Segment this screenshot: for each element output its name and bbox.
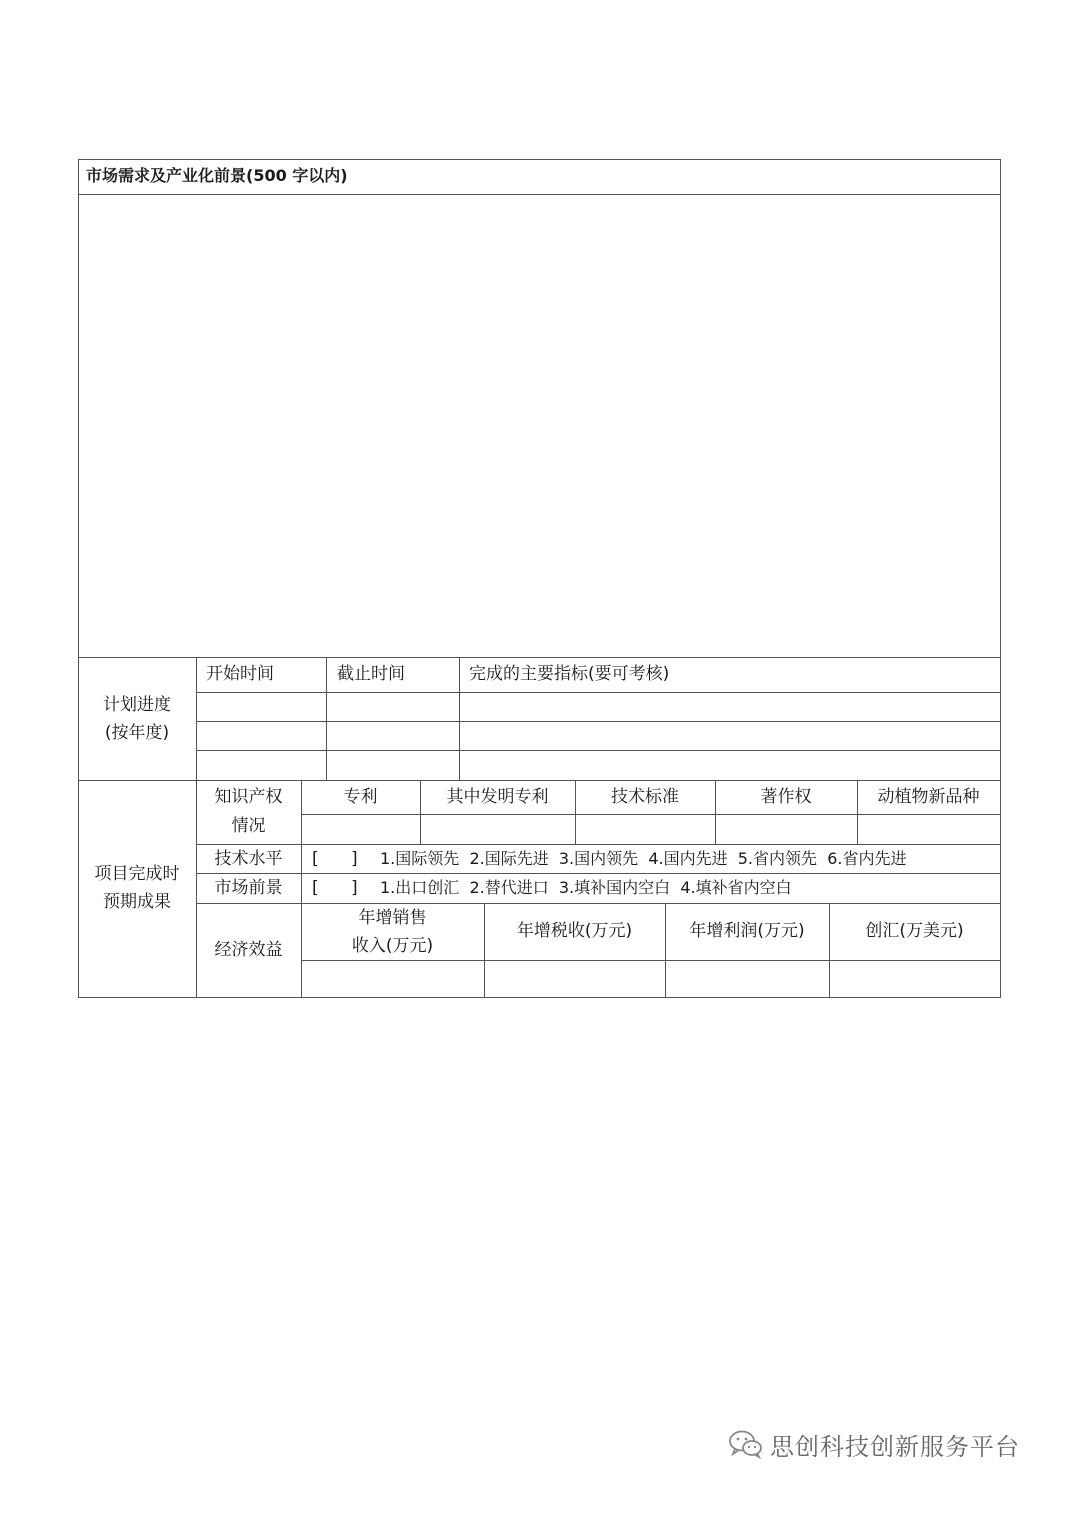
plan-start-cell-1[interactable]: [197, 693, 326, 721]
econ-forex-value[interactable]: [830, 961, 1000, 997]
plan-col-start: 开始时间: [206, 664, 274, 684]
econ-header-profit: 年增利润(万元): [689, 921, 805, 941]
economic-label: 经济效益: [214, 940, 283, 960]
ip-section-bottom: [196, 844, 1001, 845]
econ-tax-value[interactable]: [485, 961, 665, 997]
econ-header-sales-line1: 年增销售: [358, 908, 427, 928]
level-label-divider: [301, 844, 302, 904]
plan-section-bottom: [78, 780, 1001, 781]
econ-sales-value[interactable]: [302, 961, 484, 997]
outcomes-label-line2: 预期成果: [103, 892, 171, 912]
watermark-text: 思创科技创新服务平台: [770, 1432, 1020, 1461]
ip-invention-patent-value[interactable]: [421, 815, 575, 844]
ip-header-invention-patent: 其中发明专利: [446, 787, 549, 807]
plan-indicator-cell-3[interactable]: [460, 751, 1000, 780]
ip-header-plant-variety: 动植物新品种: [877, 787, 980, 807]
econ-header-tax: 年增税收(万元): [516, 921, 633, 941]
tech-level-options: 1.国际领先 2.国际先进 3.国内领先 4.国内先进 5.省内领先 6.省内先进: [380, 849, 907, 868]
ip-tech-standard-value[interactable]: [576, 815, 715, 844]
market-outlook-options: 1.出口创汇 2.替代进口 3.填补国内空白 4.填补省内空白: [380, 878, 792, 897]
market-area-bottom: [78, 657, 1001, 658]
ip-patent-value[interactable]: [302, 815, 420, 844]
ip-header-patent: 专利: [343, 787, 378, 807]
ip-label-line2: 情况: [231, 816, 266, 836]
ip-header-copyright: 著作权: [760, 787, 812, 807]
ip-plant-variety-value[interactable]: [858, 815, 1000, 844]
plan-end-cell-1[interactable]: [327, 693, 459, 721]
table-border-bottom: [78, 997, 1001, 998]
market-section-title: 市场需求及产业化前景(500 字以内): [86, 166, 348, 185]
plan-end-cell-2[interactable]: [327, 722, 459, 750]
tech-level-row-bottom: [196, 873, 1001, 874]
outcomes-label-line1: 项目完成时: [94, 864, 180, 884]
market-outlook-row-bottom: [196, 903, 1001, 904]
plan-indicator-cell-2[interactable]: [460, 722, 1000, 750]
tech-level-bracket[interactable]: [ ]: [312, 849, 358, 869]
market-outlook-bracket[interactable]: [ ]: [312, 878, 358, 898]
plan-label-line2: (按年度): [104, 723, 170, 743]
wechat-icon: [728, 1429, 764, 1459]
plan-end-cell-3[interactable]: [327, 751, 459, 780]
econ-header-forex: 创汇(万美元): [865, 921, 964, 941]
market-content-field[interactable]: [79, 195, 1000, 657]
econ-header-sales-line2: 收入(万元): [351, 936, 434, 956]
ip-copyright-value[interactable]: [716, 815, 857, 844]
econ-profit-value[interactable]: [666, 961, 829, 997]
ip-label-line1: 知识产权: [214, 787, 283, 807]
ip-header-tech-standard: 技术标准: [611, 787, 679, 807]
plan-col-indicators: 完成的主要指标(要可考核): [469, 664, 670, 684]
market-outlook-label: 市场前景: [214, 878, 283, 898]
plan-label-line1: 计划进度: [103, 695, 171, 715]
watermark: [728, 1427, 1020, 1461]
plan-start-cell-3[interactable]: [197, 751, 326, 780]
plan-col-end: 截止时间: [337, 664, 405, 684]
table-border-top: [78, 159, 1001, 160]
plan-indicator-cell-1[interactable]: [460, 693, 1000, 721]
plan-start-cell-2[interactable]: [197, 722, 326, 750]
tech-level-label: 技术水平: [214, 849, 283, 869]
